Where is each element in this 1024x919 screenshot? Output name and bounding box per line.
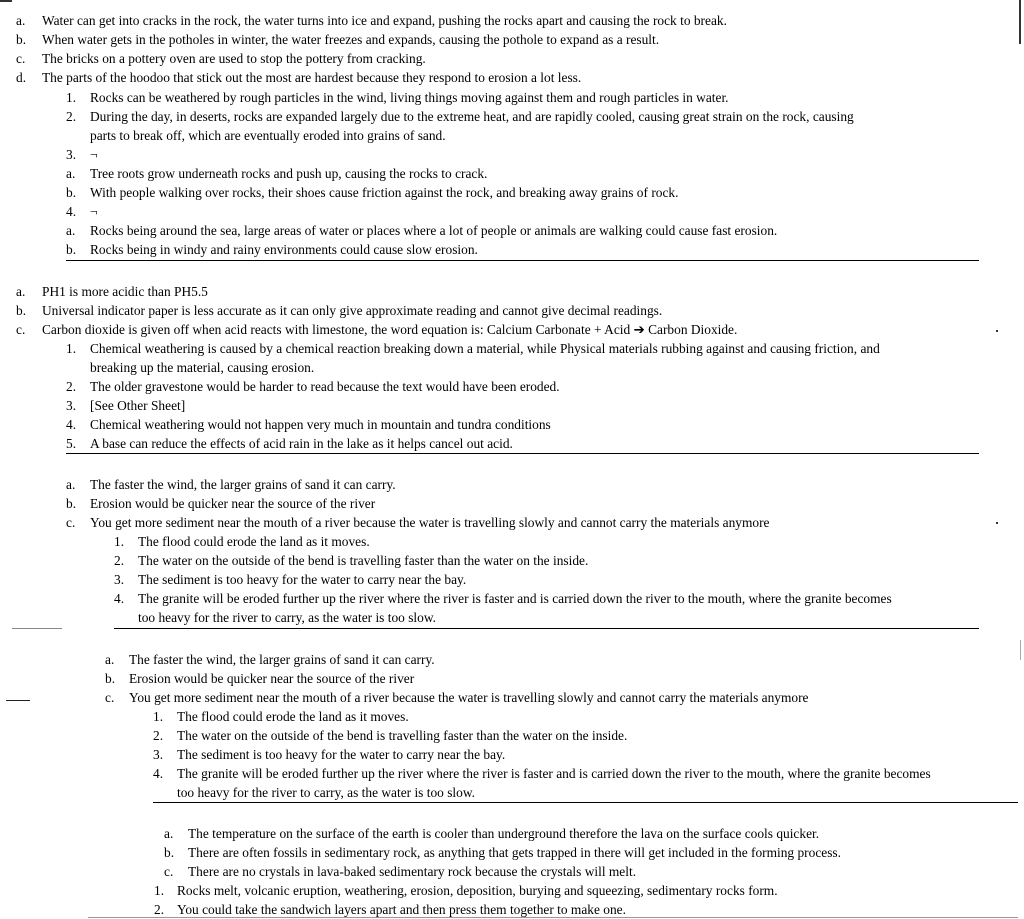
list-item bbox=[153, 764, 1024, 783]
list-marker: b. bbox=[105, 671, 116, 686]
list-text: The parts of the hoodoo that stick out the most are hardest because they respond to erosion a lot less. bbox=[42, 70, 582, 85]
list-marker: 2. bbox=[154, 902, 165, 917]
list-text: breaking up the material, causing erosion. bbox=[90, 360, 315, 375]
edge-mark bbox=[996, 522, 998, 524]
list-marker: b. bbox=[16, 32, 27, 47]
list-text: Water can get into cracks in the rock, the water turns into ice and expand, pushing the rocks apart and causing the rock to break. bbox=[42, 13, 727, 28]
list-marker: a. bbox=[66, 166, 76, 181]
list-text: During the day, in deserts, rocks are expanded largely due to the extreme heat, and are rapidly cooled, causing great strain on the rock, causing bbox=[90, 109, 854, 124]
edge-mark bbox=[1020, 640, 1021, 660]
list-marker: b. bbox=[66, 185, 77, 200]
list-text: The flood could erode the land as it moves. bbox=[177, 709, 409, 724]
list-text: With people walking over rocks, their shoes cause friction against the rock, and breaking away grains of rock. bbox=[90, 185, 679, 200]
list-text: The bricks on a pottery oven are used to stop the pottery from cracking. bbox=[42, 51, 426, 66]
section-divider bbox=[88, 917, 1018, 918]
edge-mark bbox=[12, 628, 62, 629]
list-text: ¬ bbox=[90, 147, 98, 162]
list-marker: 4. bbox=[66, 417, 77, 432]
list-marker: 5. bbox=[66, 436, 77, 451]
list-text: ¬ bbox=[90, 204, 98, 219]
list-text: The faster the wind, the larger grains of sand it can carry. bbox=[129, 652, 435, 667]
list-marker: 1. bbox=[154, 883, 165, 898]
list-marker: a. bbox=[16, 284, 26, 299]
list-text: A base can reduce the effects of acid rain in the lake as it helps cancel out acid. bbox=[90, 436, 513, 451]
list-marker: 3. bbox=[153, 747, 164, 762]
list-text: [See Other Sheet] bbox=[90, 398, 186, 413]
list-text: Erosion would be quicker near the source of the river bbox=[129, 671, 415, 686]
list-text: You could take the sandwich layers apart and then press them together to make one. bbox=[177, 902, 626, 917]
section-divider bbox=[66, 260, 979, 261]
list-marker: a. bbox=[66, 477, 76, 492]
section-divider bbox=[114, 628, 979, 629]
list-marker: 1. bbox=[153, 709, 164, 724]
list-marker: 1. bbox=[66, 90, 77, 105]
list-text: PH1 is more acidic than PH5.5 bbox=[42, 284, 208, 299]
list-marker: 4. bbox=[66, 204, 77, 219]
list-marker: b. bbox=[66, 242, 77, 257]
list-marker: 4. bbox=[114, 591, 125, 606]
list-marker: 4. bbox=[153, 766, 164, 781]
edge-mark bbox=[996, 330, 998, 332]
list-text: The granite will be eroded further up the river where the river is faster and is carried down the river to the mouth, where the granite becomes bbox=[138, 591, 892, 606]
list-text: Carbon dioxide is given off when acid reacts with limestone, the word equation is: Calcium Carbonate + Acid ➔ Carbon Dioxide. bbox=[42, 322, 738, 337]
list-text: Tree roots grow underneath rocks and push up, causing the rocks to crack. bbox=[90, 166, 488, 181]
list-marker: a. bbox=[164, 826, 174, 841]
list-marker: a. bbox=[105, 652, 115, 667]
section-divider bbox=[153, 802, 1018, 803]
edge-mark bbox=[1019, 0, 1021, 44]
list-marker: a. bbox=[16, 13, 26, 28]
edge-mark bbox=[0, 0, 12, 2]
list-marker: 2. bbox=[114, 553, 125, 568]
list-marker: d. bbox=[16, 70, 27, 85]
list-text: Rocks can be weathered by rough particles in the wind, living things moving against them and rough particles in water. bbox=[90, 90, 729, 105]
list-text: The flood could erode the land as it moves. bbox=[138, 534, 370, 549]
list-marker: c. bbox=[16, 51, 26, 66]
list-text: The water on the outside of the bend is travelling faster than the water on the inside. bbox=[177, 728, 628, 743]
list-marker: 2. bbox=[153, 728, 164, 743]
list-text: Chemical weathering would not happen very much in mountain and tundra conditions bbox=[90, 417, 551, 432]
list-text: The water on the outside of the bend is travelling faster than the water on the inside. bbox=[138, 553, 589, 568]
list-text: The sediment is too heavy for the water to carry near the bay. bbox=[177, 747, 506, 762]
list-text: Chemical weathering is caused by a chemical reaction breaking down a material, while Physical materials rubbing against and causing friction, and bbox=[90, 341, 880, 356]
list-text: parts to break off, which are eventually eroded into grains of sand. bbox=[90, 128, 446, 143]
list-marker: c. bbox=[105, 690, 115, 705]
section-divider bbox=[66, 453, 979, 454]
list-text: The older gravestone would be harder to read because the text would have been eroded. bbox=[90, 379, 560, 394]
list-marker: 3. bbox=[66, 398, 77, 413]
list-text: Universal indicator paper is less accurate as it can only give approximate reading and cannot give decimal readings. bbox=[42, 303, 663, 318]
list-text: You get more sediment near the mouth of a river because the water is travelling slowly and cannot carry the materials anymore bbox=[90, 515, 770, 530]
list-text: Rocks being around the sea, large areas of water or places where a lot of people or animals are walking could cause fast erosion. bbox=[90, 223, 778, 238]
edge-mark bbox=[6, 700, 30, 701]
list-text: The sediment is too heavy for the water to carry near the bay. bbox=[138, 572, 467, 587]
list-marker: c. bbox=[164, 864, 174, 879]
list-marker: 3. bbox=[66, 147, 77, 162]
list-marker: c. bbox=[16, 322, 26, 337]
list-text: Rocks melt, volcanic eruption, weathering, erosion, deposition, burying and squeezing, sedimentary rocks form. bbox=[177, 883, 778, 898]
list-text: There are no crystals in lava-baked sedimentary rock because the crystals will melt. bbox=[188, 864, 637, 879]
list-marker: 1. bbox=[114, 534, 125, 549]
list-marker: 3. bbox=[114, 572, 125, 587]
list-marker: b. bbox=[164, 845, 175, 860]
list-text: Erosion would be quicker near the source of the river bbox=[90, 496, 376, 511]
list-text: The faster the wind, the larger grains of sand it can carry. bbox=[90, 477, 396, 492]
list-marker: b. bbox=[66, 496, 77, 511]
list-marker: c. bbox=[66, 515, 76, 530]
list-text: too heavy for the river to carry, as the water is too slow. bbox=[177, 785, 475, 800]
list-text: The temperature on the surface of the earth is cooler than underground therefore the lava on the surface cools quicker. bbox=[188, 826, 820, 841]
list-text: You get more sediment near the mouth of a river because the water is travelling slowly and cannot carry the materials anymore bbox=[129, 690, 809, 705]
list-marker: 2. bbox=[66, 109, 77, 124]
list-marker: 1. bbox=[66, 341, 77, 356]
list-text: The granite will be eroded further up the river where the river is faster and is carried down the river to the mouth, where the granite becomes bbox=[177, 766, 931, 781]
list-marker: a. bbox=[66, 223, 76, 238]
list-text: There are often fossils in sedimentary rock, as anything that gets trapped in there will get included in the forming process. bbox=[188, 845, 841, 860]
list-marker: 2. bbox=[66, 379, 77, 394]
list-marker: b. bbox=[16, 303, 27, 318]
list-text: Rocks being in windy and rainy environments could cause slow erosion. bbox=[90, 242, 478, 257]
list-text: When water gets in the potholes in winter, the water freezes and expands, causing the pothole to expand as a result. bbox=[42, 32, 660, 47]
list-text: too heavy for the river to carry, as the water is too slow. bbox=[138, 610, 436, 625]
